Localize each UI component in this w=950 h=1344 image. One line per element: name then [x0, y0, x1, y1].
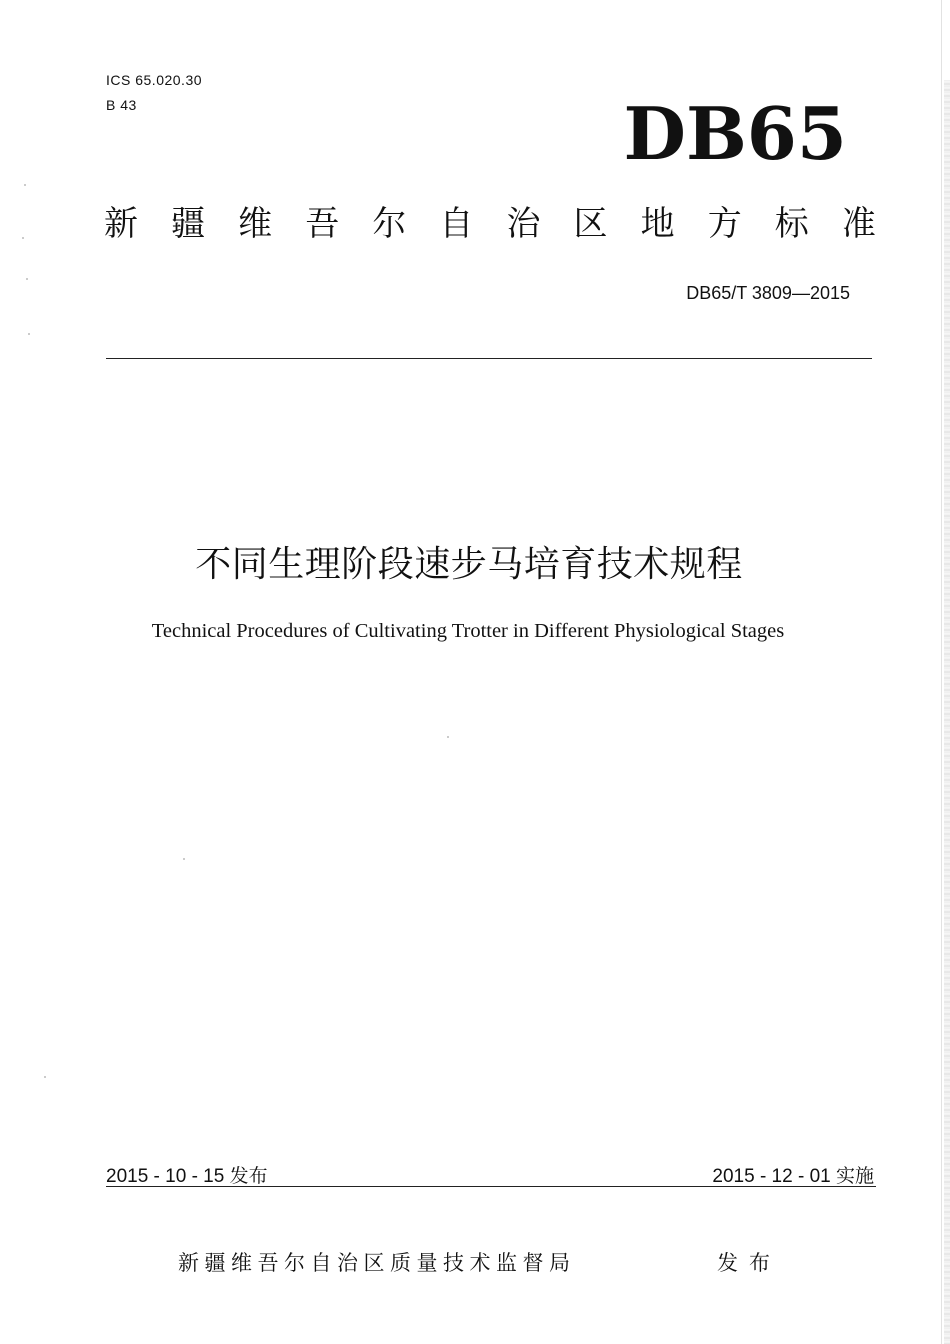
standard-type-char: 吾: [305, 204, 340, 244]
ccs-code: B 43: [106, 97, 137, 113]
standard-type-char: 疆: [171, 204, 206, 244]
standard-type-char: 区: [573, 204, 608, 244]
scan-speck: [28, 333, 30, 335]
standard-type-char: 维: [238, 204, 273, 244]
bottom-divider: [106, 1186, 876, 1187]
top-divider: [106, 358, 872, 359]
standard-type-char: 方: [707, 204, 742, 244]
scan-speck: [24, 184, 26, 186]
title-english: Technical Procedures of Cultivating Trotter in Different Physiological Stages: [151, 620, 785, 642]
issuing-authority: 新疆维吾尔自治区质量技术监督局: [178, 1251, 576, 1275]
scan-speck: [44, 1076, 46, 1078]
standard-number: DB65/T 3809—2015: [686, 283, 850, 303]
standard-type-char: 新: [104, 204, 138, 244]
standard-type-heading: [104, 206, 876, 243]
standard-type-char: 自: [439, 204, 474, 244]
scan-speck: [26, 278, 28, 280]
db-code-logo: DB65: [623, 91, 847, 176]
scan-speck: [183, 858, 185, 860]
implementation-date: 2015 - 12 - 01 实施: [712, 1166, 874, 1187]
issue-date: 2015 - 10 - 15 发布: [106, 1166, 268, 1187]
scan-speck: [447, 736, 449, 738]
title-chinese: 不同生理阶段速步马培育技术规程: [195, 544, 743, 585]
standard-type-char: 地: [640, 204, 675, 244]
issue-label: 发布: [717, 1251, 781, 1275]
standard-type-char: 标: [774, 204, 809, 244]
ics-code: ICS 65.020.30: [106, 72, 203, 88]
standard-type-char: 准: [841, 204, 876, 244]
standard-type-char: 治: [506, 204, 541, 244]
standard-type-char: 尔: [372, 204, 407, 244]
scan-speck: [22, 237, 24, 239]
scan-edge-texture: [944, 80, 950, 1344]
scan-edge-line: [941, 0, 942, 1344]
